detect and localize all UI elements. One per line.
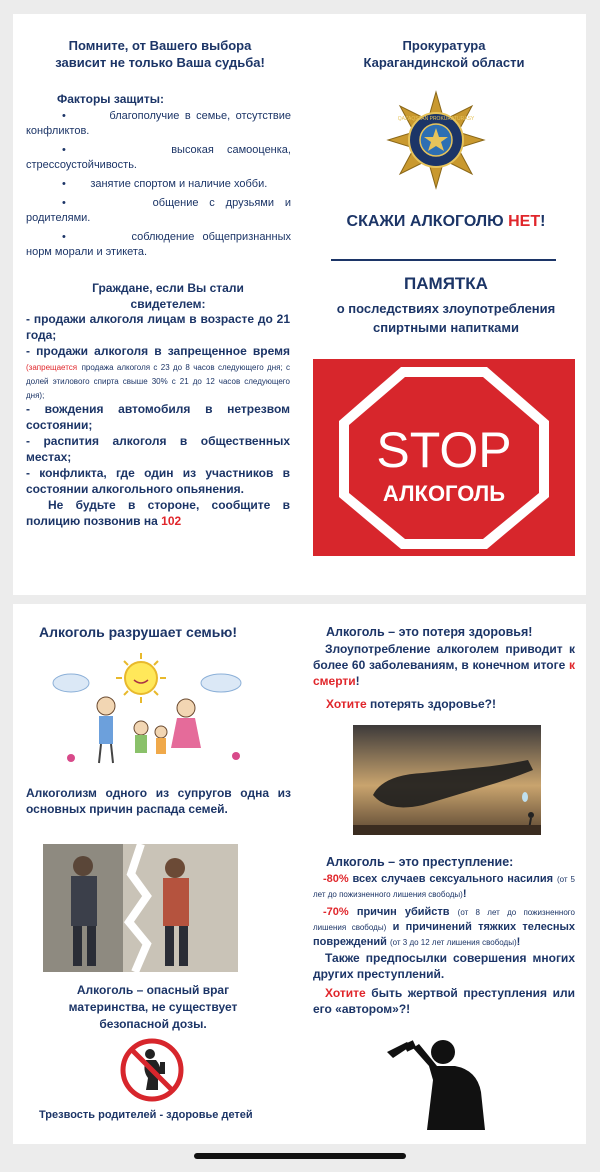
pregnancy-text: Алкоголь – опасный враг материнства, не существует безопасной дозы. — [68, 983, 238, 1031]
no-pregnant-drinking-icon — [120, 1038, 184, 1102]
witness-item: - распития алкоголя в общественных местах; — [26, 434, 290, 464]
factor-item-cont: норм морали и этикета. — [26, 246, 147, 258]
witness-item: - конфликта, где один из участников в состоянии алкогольного опьянения. — [26, 466, 290, 496]
stop-word: STOP — [376, 422, 512, 478]
family-drawing — [41, 648, 261, 773]
citizens-heading: Граждане, если Вы стали свидетелем: — [92, 281, 244, 311]
witness-item: - продажи алкоголя в запрещенное время (запрещается продажа алкоголя с 23 до 8 часов следующего дня; с долей этилового спирта свыше 30% с 21 до 12 часов следующего дня); — [26, 344, 290, 400]
stop-subtitle: АЛКОГОЛЬ — [382, 481, 506, 506]
footer-slogan: Трезвость родителей - здоровье детей — [39, 1109, 253, 1121]
broken-family-photo — [43, 844, 238, 972]
police-number: 102 — [161, 514, 182, 528]
factor-item: • общение с друзьями и — [62, 197, 291, 209]
sun-icon — [116, 653, 166, 703]
factor-item: • высокая самооценка, — [62, 144, 291, 156]
family-figures-icon — [97, 697, 201, 763]
left-heading — [35, 37, 285, 71]
factor-item: • занятие спортом и наличие хобби. — [62, 178, 268, 190]
witness-list — [26, 311, 290, 529]
emblem-text: QAZAQSTAN PROKURATURASY — [397, 116, 475, 122]
health-text: Злоупотребление алкоголем приводит к более 60 заболеваниям, в конечном итоге к смерти! — [313, 642, 576, 688]
memo-subtitle: о последствиях злоупотребления спиртными напитками — [336, 301, 556, 335]
health-heading: Алкоголь – это потеря здоровья! — [326, 625, 533, 639]
factor-item: • благополучие в семье, отсутствие — [62, 110, 292, 122]
divorce-text: Алкоголизм одного из супругов одна из основных причин распада семей. — [26, 786, 291, 816]
stop-sign-icon — [313, 359, 575, 556]
leaflet-page-back — [13, 604, 586, 1144]
stop-alcohol-banner — [313, 359, 575, 556]
factors-title: Факторы защиты: — [57, 92, 164, 106]
crime-stat-2: -70% причин убийств (от 8 лет до пожизненного лишения свободы) и причинений тяжких телесных повреждений (от 3 до 12 лет лишения свободы)! — [313, 906, 576, 948]
prosecutor-emblem — [386, 90, 486, 190]
attacker-silhouette-icon — [385, 1030, 490, 1130]
bottle-sunset-photo — [353, 725, 541, 835]
memo-title: ПАМЯТКА — [404, 274, 488, 293]
org-name: Прокуратура Карагандинской области — [363, 38, 525, 70]
call-police-text: Не будьте в стороне, сообщите в полицию позвонив на 102 — [26, 498, 290, 528]
crime-heading: Алкоголь – это преступление: — [326, 855, 514, 869]
factor-item-cont: родителями. — [26, 212, 91, 224]
heading-line: зависит не только Ваша судьба! — [55, 55, 265, 70]
heading-line: Помните, от Вашего выбора — [68, 38, 252, 53]
factor-item-cont: конфликтов. — [26, 125, 90, 137]
factor-item-cont: стрессоустойчивость. — [26, 159, 137, 171]
witness-item: - продажи алкоголя лицам в возрасте до 21 года; — [26, 312, 290, 342]
prerequisites-text: Также предпосылки совершения многих других преступлений. — [313, 951, 575, 981]
leaflet-page-front — [13, 14, 586, 595]
home-indicator[interactable] — [194, 1153, 406, 1159]
witness-item: - вождения автомобиля в нетрезвом состоянии; — [26, 402, 290, 432]
divider — [331, 259, 556, 261]
health-question: Хотите потерять здоровье?! — [326, 697, 496, 711]
family-heading: Алкоголь разрушает семью! — [39, 624, 238, 640]
crime-question: Хотите быть жертвой преступления или его «автором»?! — [313, 986, 576, 1016]
factor-item: • соблюдение общепризнанных — [62, 231, 291, 243]
slogan: СКАЖИ АЛКОГОЛЮ НЕТ! — [346, 213, 546, 230]
factors-list — [26, 109, 291, 260]
crime-stat-1: -80% всех случаев сексуального насилия (от 5 лет до пожизненного лишения свободы)! — [313, 873, 575, 900]
